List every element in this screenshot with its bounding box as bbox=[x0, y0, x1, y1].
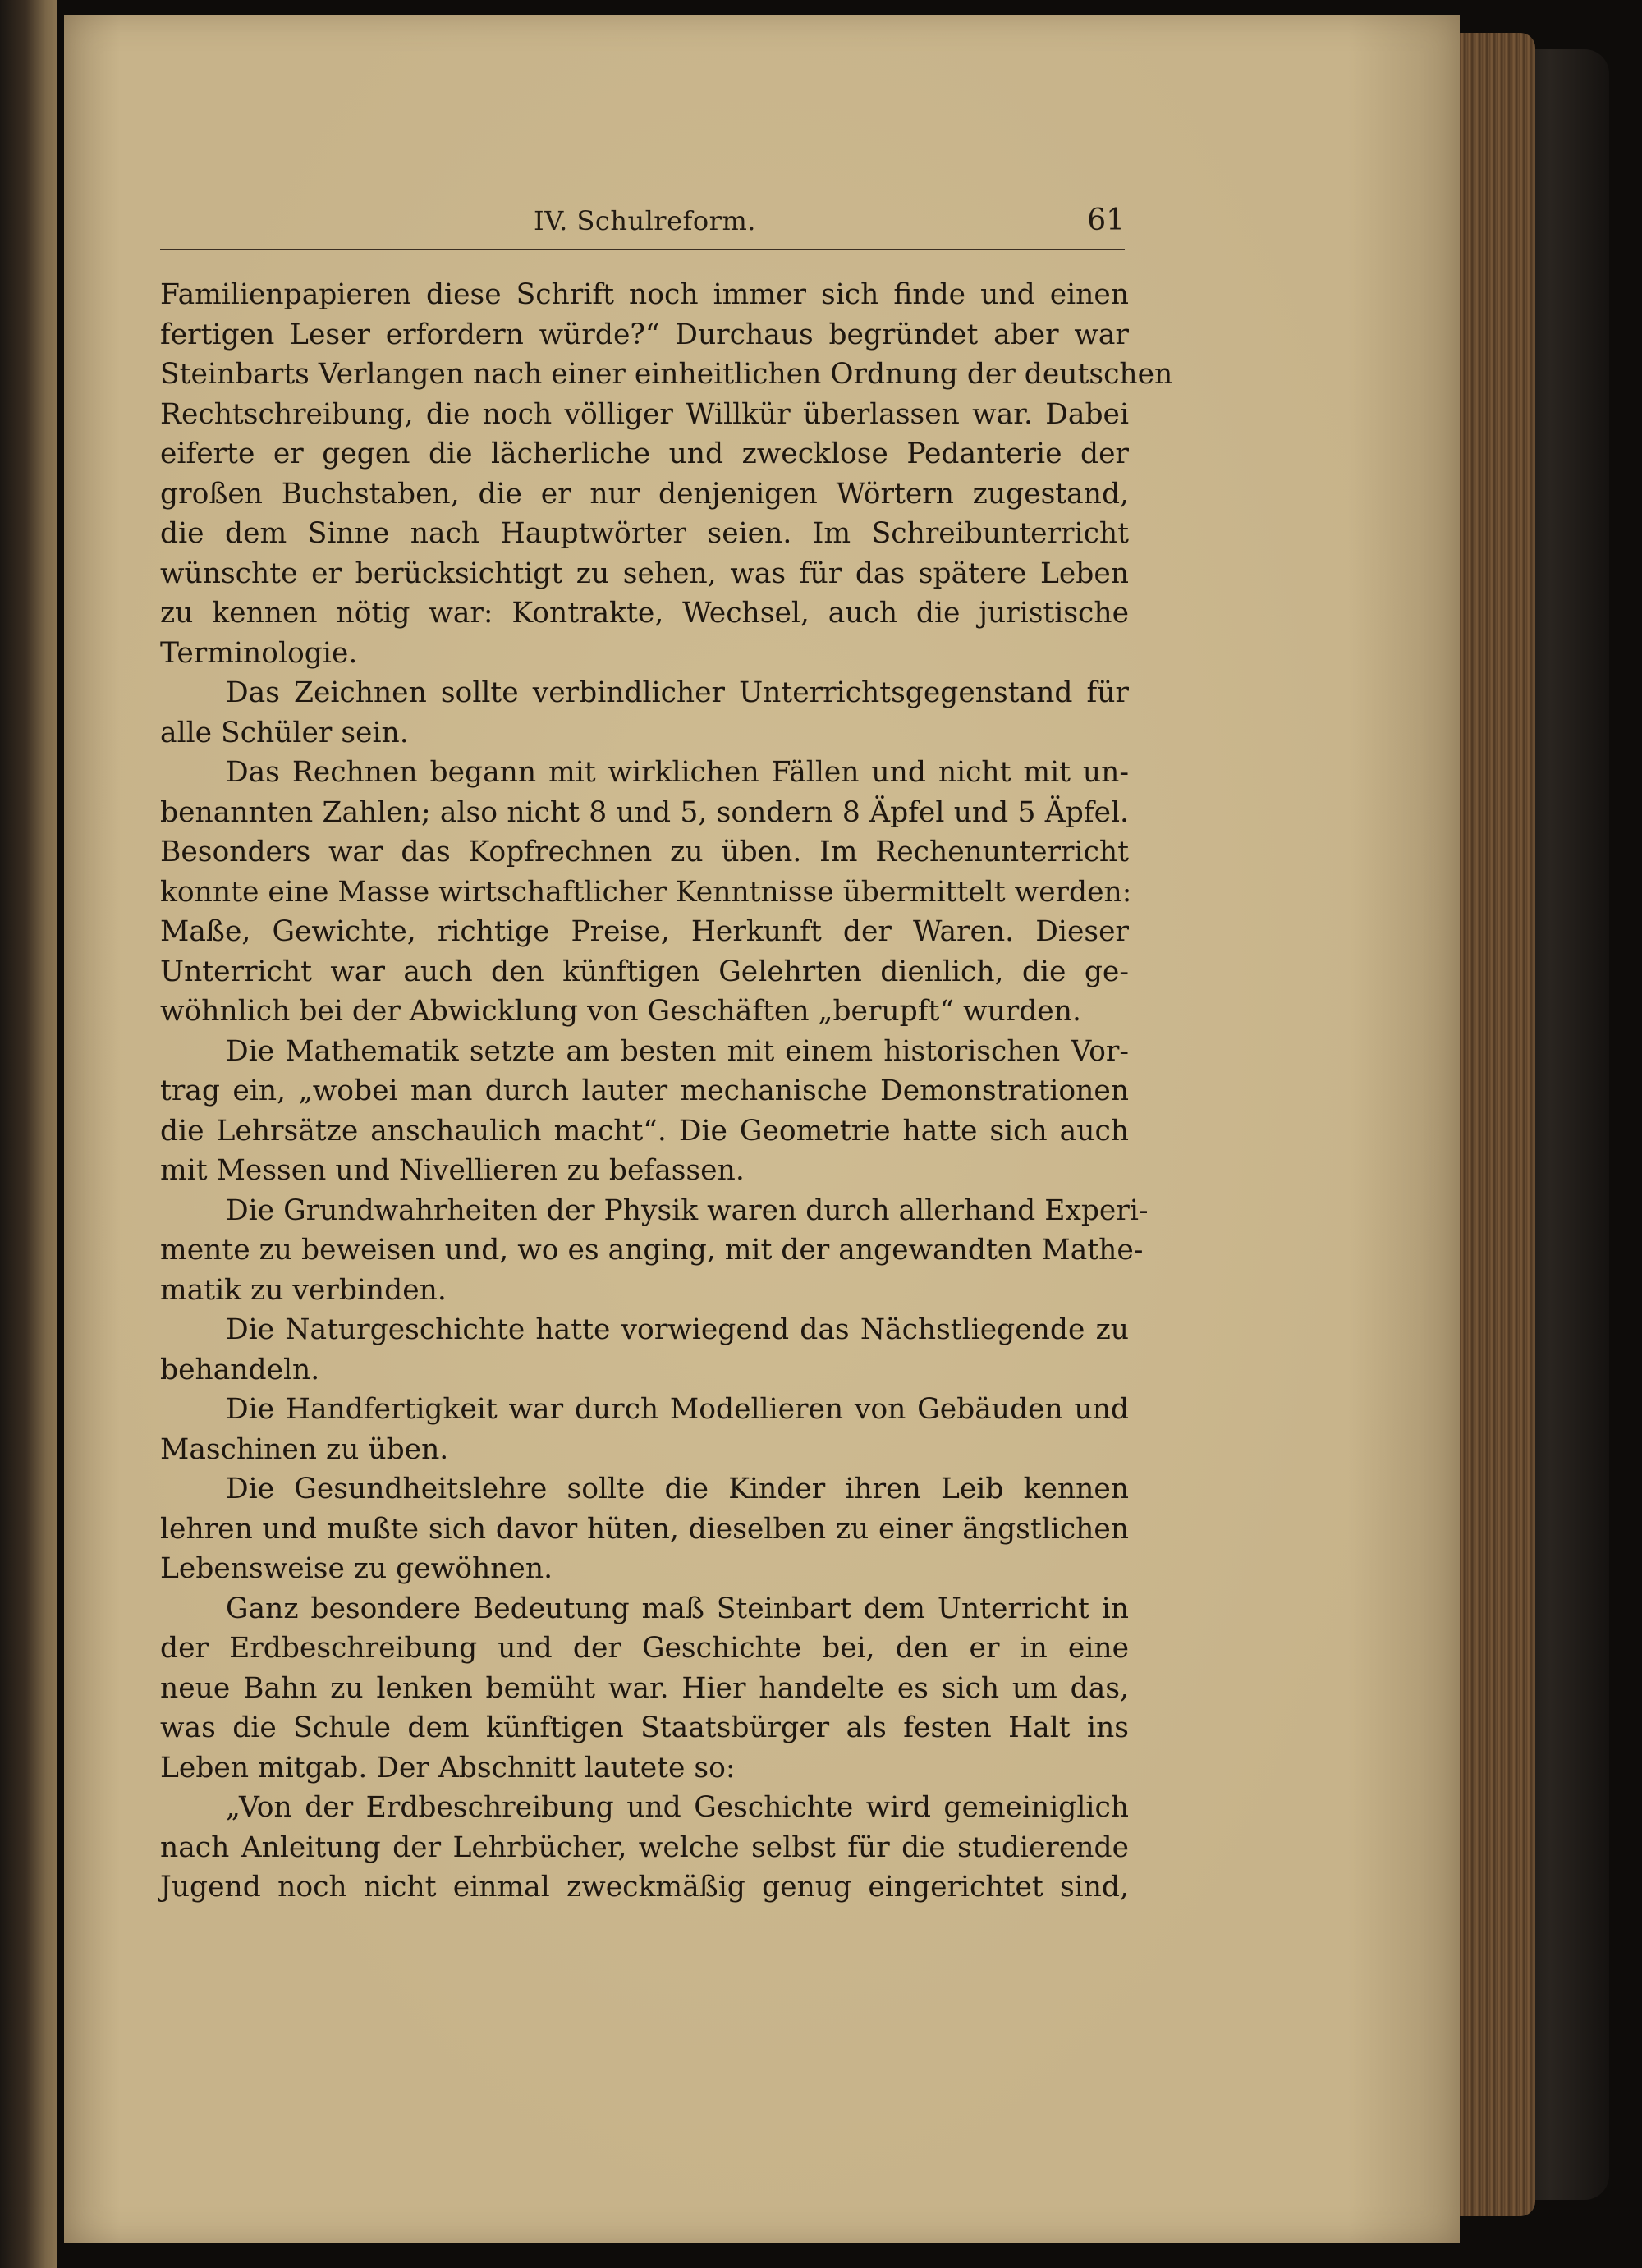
text-line: „Von der Erdbeschreibung und Geschichte wird gemeiniglich bbox=[226, 1791, 1129, 1824]
text-line: Lebensweise zu gewöhnen. bbox=[160, 1552, 553, 1585]
text-line: Die Handfertigkeit war durch Modellieren von Gebäuden und bbox=[226, 1393, 1129, 1426]
text-line: Maße, Gewichte, richtige Preise, Herkunft der Waren. Dieser bbox=[160, 915, 1129, 948]
text-line: was die Schule dem künftigen Staatsbürger als festen Halt ins bbox=[160, 1711, 1129, 1744]
text-line: Die Grundwahrheiten der Physik waren durch allerhand Experi- bbox=[226, 1194, 1149, 1227]
header-rule bbox=[160, 249, 1125, 250]
text-line: Die Gesundheitslehre sollte die Kinder ihren Leib kennen bbox=[226, 1473, 1129, 1505]
text-line: eiferte er gegen die lächerliche und zwecklose Pedanterie der bbox=[160, 438, 1129, 470]
text-line: behandeln. bbox=[160, 1353, 320, 1386]
text-line: lehren und mußte sich davor hüten, dieselben zu einer ängstlichen bbox=[160, 1512, 1129, 1546]
text-line: Unterricht war auch den künftigen Gelehrten dienlich, die ge- bbox=[160, 955, 1129, 988]
text-line: konnte eine Masse wirtschaftlicher Kenntnisse übermittelt werden: bbox=[160, 875, 1132, 909]
facing-page-edge bbox=[0, 0, 57, 2268]
text-line: fertigen Leser erfordern würde?“ Durchaus begründet aber war bbox=[160, 318, 1129, 351]
text-line: Das Zeichnen sollte verbindlicher Unterrichtsgegenstand für bbox=[226, 676, 1129, 709]
body-text bbox=[160, 275, 1173, 1908]
text-line: wünschte er berücksichtigt zu sehen, was für das spätere Leben bbox=[160, 557, 1129, 590]
text-line: mit Messen und Nivellieren zu befassen. bbox=[160, 1154, 745, 1187]
text-line: Steinbarts Verlangen nach einer einheitlichen Ordnung der deutschen bbox=[160, 358, 1173, 391]
text-line: Familienpapieren diese Schrift noch immer sich finde und einen bbox=[160, 278, 1129, 311]
text-line: großen Buchstaben, die er nur denjenigen Wörtern zugestand, bbox=[160, 477, 1129, 511]
running-head: IV. Schulreform. bbox=[534, 205, 756, 236]
text-line: mente zu beweisen und, wo es anging, mit der angewandten Mathe- bbox=[160, 1234, 1144, 1267]
text-line: matik zu verbinden. bbox=[160, 1273, 447, 1307]
text-line: Ganz besondere Bedeutung maß Steinbart dem Unterricht in bbox=[226, 1592, 1129, 1625]
page-number: 61 bbox=[1087, 204, 1125, 237]
text-line: Rechtschreibung, die noch völliger Willkür überlassen war. Dabei bbox=[160, 397, 1129, 431]
text-line: Die Naturgeschichte hatte vorwiegend das Nächstliegende zu bbox=[226, 1313, 1129, 1346]
text-line: Das Rechnen begann mit wirklichen Fällen und nicht mit un- bbox=[226, 756, 1129, 789]
text-line: die Lehrsätze anschaulich macht“. Die Geometrie hatte sich auch bbox=[160, 1114, 1129, 1148]
text-line: Besonders war das Kopfrechnen zu üben. Im Rechenunterricht bbox=[160, 836, 1129, 868]
text-line: nach Anleitung der Lehrbücher, welche selbst für die studierende bbox=[160, 1830, 1129, 1864]
text-line: alle Schüler sein. bbox=[160, 716, 409, 749]
text-line: neue Bahn zu lenken bemüht war. Hier handelte es sich um das, bbox=[160, 1671, 1129, 1705]
page-header bbox=[160, 205, 1125, 248]
text-line: Die Mathematik setzte am besten mit einem historischen Vor- bbox=[226, 1034, 1129, 1068]
text-line: benannten Zahlen; also nicht 8 und 5, sondern 8 Äpfel und 5 Äpfel. bbox=[160, 795, 1129, 829]
text-line: Maschinen zu üben. bbox=[160, 1432, 449, 1466]
text-line: Jugend noch nicht einmal zweckmäßig genug eingerichtet sind, bbox=[160, 1871, 1129, 1904]
text-line: Leben mitgab. Der Abschnitt lautete so: bbox=[160, 1751, 736, 1785]
text-line: die dem Sinne nach Hauptwörter seien. Im Schreibunterricht bbox=[160, 517, 1129, 550]
text-line: wöhnlich bei der Abwicklung von Geschäften „berupft“ wurden. bbox=[160, 995, 1081, 1028]
text-line: zu kennen nötig war: Kontrakte, Wechsel, auch die juristische bbox=[160, 597, 1129, 630]
text-line: Terminologie. bbox=[160, 636, 358, 670]
text-line: trag ein, „wobei man durch lauter mechanische Demonstrationen bbox=[160, 1074, 1129, 1107]
text-line: der Erdbeschreibung und der Geschichte bei, den er in eine bbox=[160, 1632, 1129, 1665]
